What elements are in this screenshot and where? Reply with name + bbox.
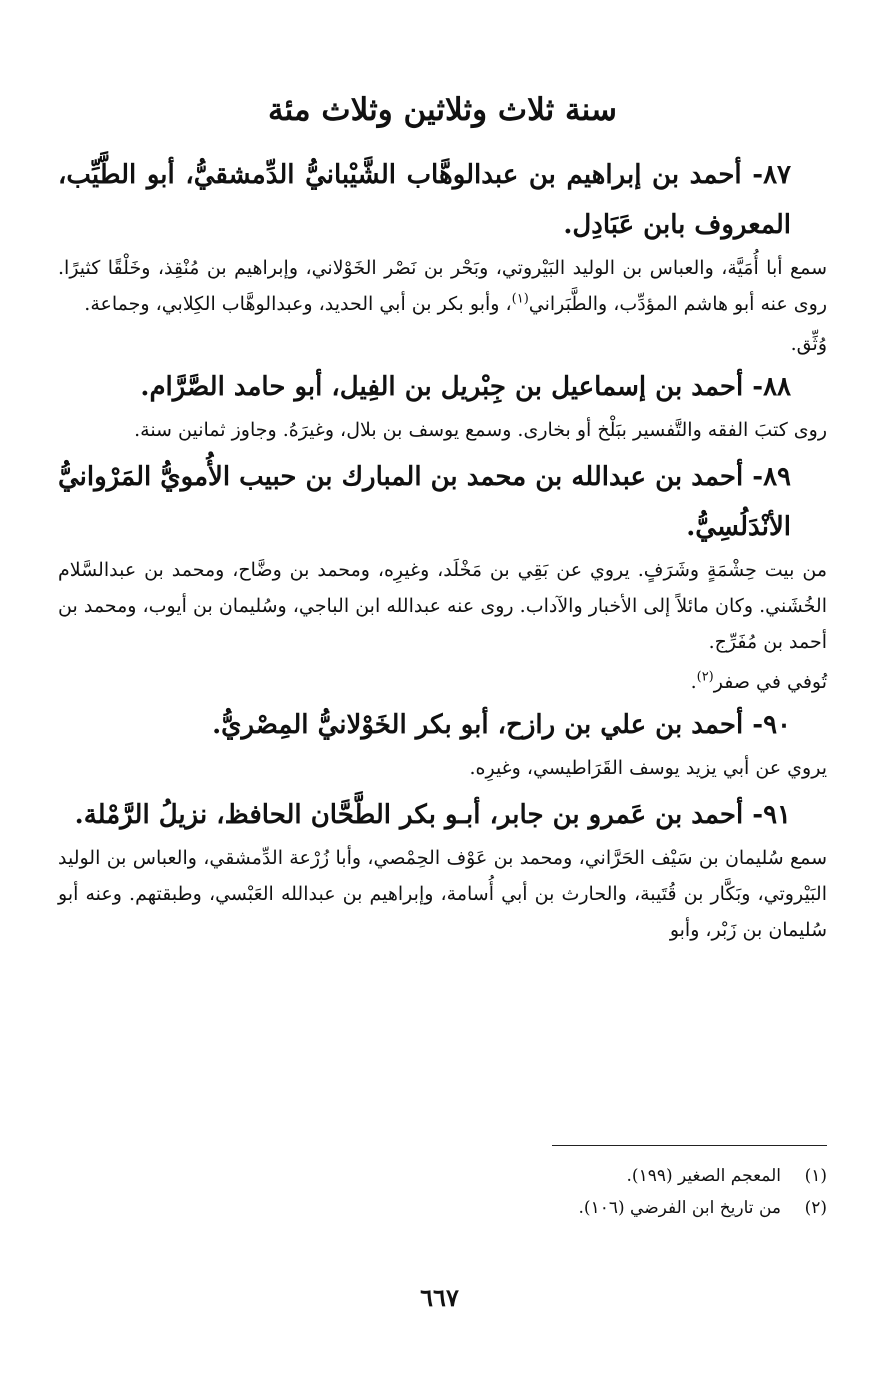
- footnote-ref[interactable]: (١): [511, 291, 529, 307]
- page-title: سنة ثلاث وثلاثين وثلاث مئة: [268, 92, 617, 128]
- entry-88: [58, 362, 827, 448]
- footnotes: [227, 1160, 827, 1224]
- footnote-divider: [552, 1145, 827, 1146]
- entry-heading: ٩١- أحمد بن عَمرو بن جابر، أبـو بكر الطَّحَّان الحافظ، نزيلُ الرَّمْلة.: [74, 800, 791, 830]
- entry-heading: ٨٧- أحمد بن إبراهيم بن عبدالوهَّاب الشَّيْبانيُّ الدِّمشقيُّ، أبو الطَّيِّب، المعروف بابن عَبَادِل.: [58, 160, 791, 240]
- entry-body: روى كتبَ الفقه والتَّفسير ببَلْخ أو بخارى. وسمع يوسف بن بلال، وغيرَهُ. وجاوز ثمانين سنة.: [134, 419, 827, 441]
- entry-87: [58, 150, 827, 362]
- entry-heading: ٩٠- أحمد بن علي بن رازح، أبو بكر الخَوْلانيُّ المِصْريُّ.: [212, 710, 791, 740]
- entry-91: [58, 790, 827, 948]
- entry-note: وُثِّق.: [790, 333, 827, 355]
- entry-body: من بيت حِشْمَةٍ وشَرَفٍ. يروي عن بَقِي بن مَخْلَد، وغيرِه، ومحمد بن وضَّاح، ومحمد بن عبدالسَّلام الخُشَني. وكان مائلاً إلى الأخبار والآداب. روى عنه عبدالله ابن الباجي، وسُليمان بن أيوب، ومحمد بن أحمد بن مُفَرِّج.: [58, 559, 827, 653]
- footnote-ref[interactable]: (٢): [696, 669, 714, 685]
- entry-body-continuation: ، وأبو بكر بن أبي الحديد، وعبدالوهَّاب الكِلابي، وجماعة.: [84, 293, 512, 315]
- entry-note: [58, 664, 827, 700]
- footnote-number: (١): [804, 1166, 827, 1186]
- entry-body: [58, 250, 827, 322]
- entry-body: سمع سُليمان بن سَيْف الحَرَّاني، ومحمد بن عَوْف الحِمْصي، وأبا زُرْعة الدِّمشقي، والعباس بن الوليد البَيْروتي، وبَكَّار بن قُتَيبة، والحارث بن أبي أُسامة، وإبراهيم بن عبدالله العَبْسي، وطبقتهم. وعنه أبو سُليمان بن زَبْر، وأبو: [58, 847, 827, 941]
- entry-note-end: .: [690, 671, 697, 693]
- entry-body: يروي عن أبي يزيد يوسف القَرَاطيسي، وغيرِه.: [469, 757, 827, 779]
- entry-body-text: سمع أبا أُمَيَّة، والعباس بن الوليد البَيْروتي، وبَحْر بن نَصْر الخَوْلاني، وإبراهيم بن مُنْقِذ، وخَلْقًا كثيرًا. روى عنه أبو هاشم المؤدِّب، والطَّبَراني: [58, 257, 827, 315]
- entry-heading: ٨٩- أحمد بن عبدالله بن محمد بن المبارك بن حبيب الأُمويُّ المَرْوانيُّ الأنْدَلُسِيُّ.: [58, 462, 791, 542]
- entry-90: [58, 700, 827, 786]
- footnote-text: المعجم الصغير (١٩٩).: [626, 1166, 781, 1186]
- page-number: ٦٦٧: [420, 1283, 459, 1312]
- footnote-text: من تاريخ ابن الفرضي (١٠٦).: [578, 1198, 781, 1218]
- footnote-number: (٢): [804, 1198, 827, 1218]
- footnote-item: [227, 1160, 827, 1192]
- entry-89: [58, 452, 827, 700]
- entry-note-text: تُوفي في صفر: [713, 671, 827, 693]
- entry-heading: ٨٨- أحمد بن إسماعيل بن جِبْريل بن الفِيل، أبو حامد الصَّرَّام.: [140, 372, 791, 402]
- footnote-item: [227, 1192, 827, 1224]
